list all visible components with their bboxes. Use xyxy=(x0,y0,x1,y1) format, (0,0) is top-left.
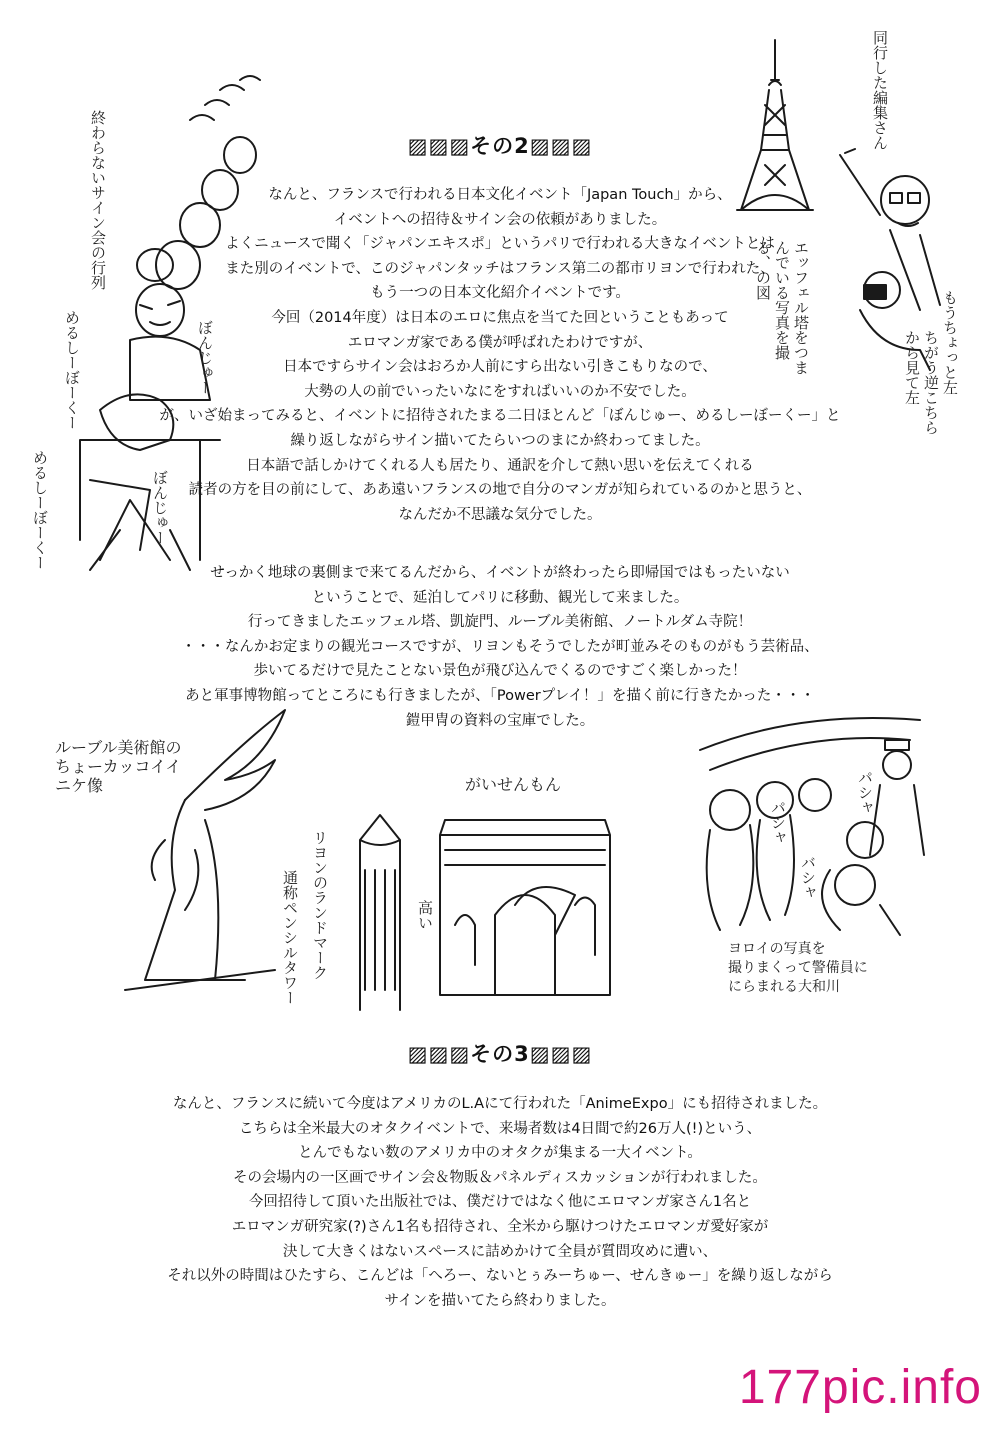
pasha-note-1: パシャ xyxy=(856,770,874,815)
body-line: サインを描いてたら終わりました。 xyxy=(384,1292,616,1309)
body-line: 日本語で話しかけてくれる人も居たり、通訳を介して熱い思いを伝えてくれる xyxy=(246,457,754,474)
lyon-landmark-note: リヨンのランドマーク xyxy=(311,830,329,980)
body-line: 繰り返しながらサイン描いてたらいつのまにか終わってました。 xyxy=(290,432,710,449)
arc-note: がいせんもん xyxy=(465,775,562,794)
body-line: こちらは全米最大のオタクイベントで、来場者数は4日間で約26万人(!)という、 xyxy=(238,1120,762,1137)
section3-body xyxy=(150,1092,850,1313)
body-line: もう一つの日本文化紹介イベントです。 xyxy=(370,285,630,302)
eiffel-tower-sketch xyxy=(725,35,825,235)
body-line: なんと、フランスで行われる日本文化イベント「Japan Touch」から、 xyxy=(268,187,732,203)
body-line: ということで、延泊してパリに移動、観光して来ました。 xyxy=(311,589,689,606)
body-line: が、いざ始まってみると、イベントに招待されたまる二日ほとんど「ぼんじゅー、めるしーぼーくー」と xyxy=(159,408,841,425)
body-line: 決して大きくはないスペースに詰めかけて全員が質問攻めに遭い、 xyxy=(282,1243,718,1260)
watermark: 177pic.info xyxy=(738,1361,982,1414)
mercy-note-2: めるしーぼーくー xyxy=(31,450,49,570)
body-line: なんだか不思議な気分でした。 xyxy=(398,506,602,523)
body-line: 今回（2014年度）は日本のエロに焦点を当てた回ということもあって xyxy=(271,309,729,326)
arc-de-triomphe-sketch xyxy=(430,795,620,1005)
body-line: 日本ですらサイン会はおろか人前にすら出ない引きこもりなので、 xyxy=(283,359,717,376)
body-line: イベントへの招待＆サイン会の依頼がありました。 xyxy=(333,211,667,228)
body-line: 行ってきましたエッフェル塔、凱旋門、ルーブル美術館、ノートルダム寺院！ xyxy=(247,614,753,631)
body-line: 大勢の人の前でいったいなにをすればいいのか不安でした。 xyxy=(304,383,696,400)
pasha-note-2: パシャ xyxy=(769,800,787,845)
armor-sketch xyxy=(690,710,950,940)
body-line: よくニュースで聞く「ジャパンエキスポ」というパリで行われる大きなイベントとは xyxy=(225,236,775,253)
louvre-note: ルーブル美術館の ちょーカッコイイ ニケ像 xyxy=(55,738,182,795)
body-line: また別のイベントで、このジャパンタッチはフランス第二の都市リヨンで行われた、 xyxy=(225,260,775,277)
queue-note: 終わらないサイン会の行列 xyxy=(89,110,107,290)
body-line: 歩いてるだけで見たことない景色が飛び込んでくるのですごく楽しかった！ xyxy=(253,663,747,680)
body-line: エロマンガ研究家(?)さん1名も招待され、全米から駆けつけたエロマンガ愛好家が xyxy=(231,1218,769,1235)
body-line: それ以外の時間はひたすら、こんどは「へろー、ないとぅみーちゅー、せんきゅー」を繰り返しながら xyxy=(167,1268,833,1285)
more-left-note: もうちょっと左 xyxy=(941,290,959,395)
body-line: 鎧甲冑の資料の宝庫でした。 xyxy=(405,712,595,729)
body-line: 今回招待して頂いた出版社では、僕だけではなく他にエロマンガ家さん1名と xyxy=(248,1194,752,1211)
body-line: あと軍事博物館ってところにも行きましたが、「Powerプレイ！」を描く前に行きたかった・・・ xyxy=(185,687,815,704)
bonjour-note-2: ぼんじゅー xyxy=(151,470,169,545)
body-line: とんでもない数のアメリカ中のオタクが集まる一大イベント。 xyxy=(298,1145,702,1162)
pasha-note-3: バシャ xyxy=(799,855,817,900)
tall-note: 高い xyxy=(416,900,434,930)
bonjour-note-1: ぼんじゅー xyxy=(196,320,214,395)
body-line: エロマンガ家である僕が呼ばれたわけですが、 xyxy=(347,334,653,351)
section3-heading: ▨▨▨その3▨▨▨ xyxy=(407,1042,593,1066)
pencil-tower-note: 通称ペンシルタワー xyxy=(281,870,299,1005)
mercy-note-1: めるしーぼーくー xyxy=(63,310,81,430)
body-line: ・・・なんかお定まりの観光コースですが、リヨンもそうでしたが町並みそのものがもう芸術品、 xyxy=(181,638,819,655)
eiffel-caption-note: エッフェル塔をつまんでいる写真を撮る、の図 xyxy=(754,240,810,375)
body-line: その会場内の一区画でサイン会＆物販＆パネルディスカッションが行われました。 xyxy=(233,1169,767,1186)
body-line: 読者の方を目の前にして、ああ遠いフランスの地で自分のマンガが知られているのかと思うと、 xyxy=(188,482,812,499)
section2-heading: ▨▨▨その2▨▨▨ xyxy=(407,134,593,158)
body-line: なんと、フランスに続いて今度はアメリカのL.Aにて行われた「AnimeExpo」にも招待されました。 xyxy=(172,1096,828,1112)
body-line: せっかく地球の裏側まで来てるんだから、イベントが終わったら即帰国ではもったいない xyxy=(210,565,790,581)
editor-note: 同行した編集さん xyxy=(871,30,889,150)
reverse-note: ちがう逆こちらから見て左 xyxy=(903,330,940,435)
armor-note: ヨロイの写真を 撮りまくって警備員に にらまれる大和川 xyxy=(728,941,868,995)
